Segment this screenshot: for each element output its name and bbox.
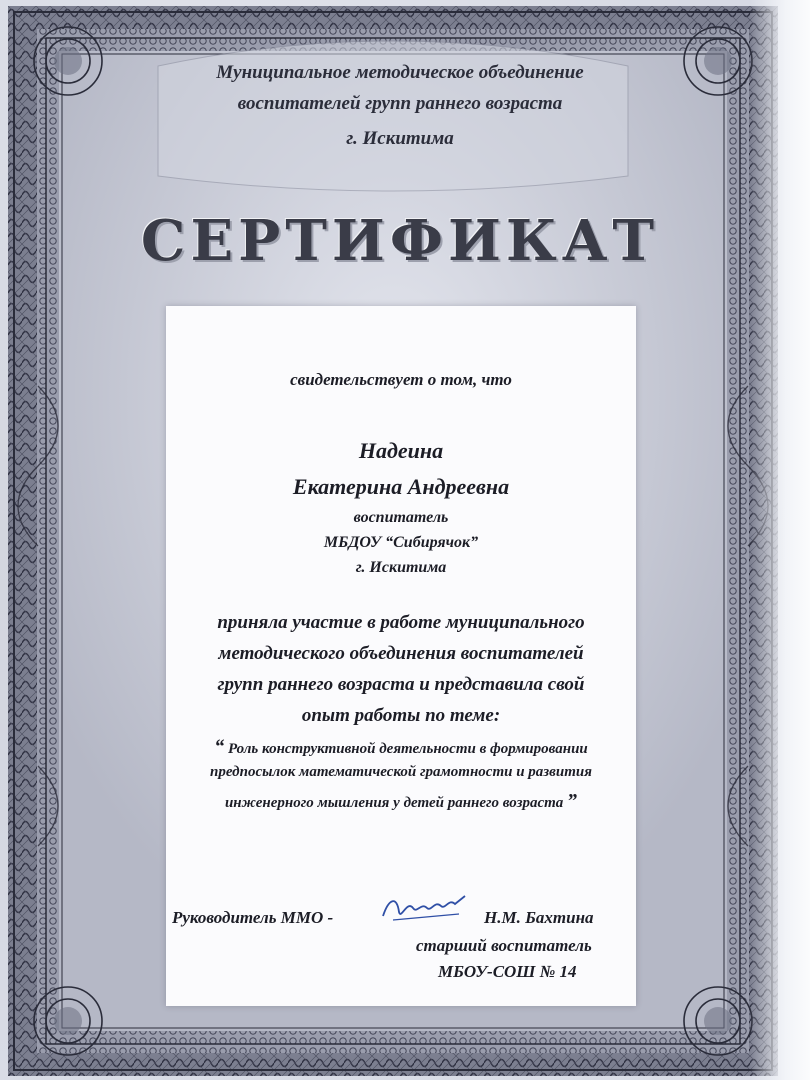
topic-open-quote: “	[214, 736, 225, 758]
certificate-title: СЕРТИФИКАТ	[140, 208, 660, 274]
recipient-position: воспитатель	[353, 509, 449, 526]
signatory-title: старший воспитатель	[416, 936, 592, 955]
recipient-given-names: Екатерина Андреевна	[292, 474, 510, 499]
signatory-organization: МБОУ-СОШ № 14	[438, 962, 577, 981]
signatory-role-label: Руководитель ММО -	[172, 908, 334, 927]
issuer-line-2: воспитателей групп раннего возраста	[237, 93, 563, 114]
topic-line-1	[166, 736, 636, 759]
signatory-name: Н.М. Бахтина	[484, 908, 594, 927]
recipient-city: г. Искитима	[355, 559, 447, 576]
signature-mark	[379, 890, 469, 930]
issuer-line-1: Муниципальное методическое объединение	[216, 62, 584, 83]
topic-line-3	[166, 790, 636, 813]
issuer-line-3: г. Искитима	[346, 128, 454, 149]
recipient-surname: Надеина	[358, 438, 444, 463]
paper-edge	[750, 0, 810, 1080]
topic-close-quote: ”	[567, 790, 578, 812]
participation-line-2: методического объединения воспитателей	[218, 643, 584, 664]
topic-line-3-text: инженерного мышления у детей раннего возраста	[224, 795, 564, 811]
participation-line-3: групп раннего возраста и представила свой	[217, 674, 585, 695]
certifies-text: свидетельствует о том, что	[290, 370, 512, 389]
participation-line-1: приняла участие в работе муниципального	[217, 612, 585, 633]
topic-line-2: предпосылок математической грамотности и развития	[210, 764, 592, 780]
content-panel	[166, 306, 636, 1006]
recipient-organization: МБДОУ “Сибирячок”	[323, 534, 479, 551]
participation-line-4: опыт работы по теме:	[301, 705, 501, 726]
topic-line-1-text: Роль конструктивной деятельности в формировании	[227, 741, 588, 757]
